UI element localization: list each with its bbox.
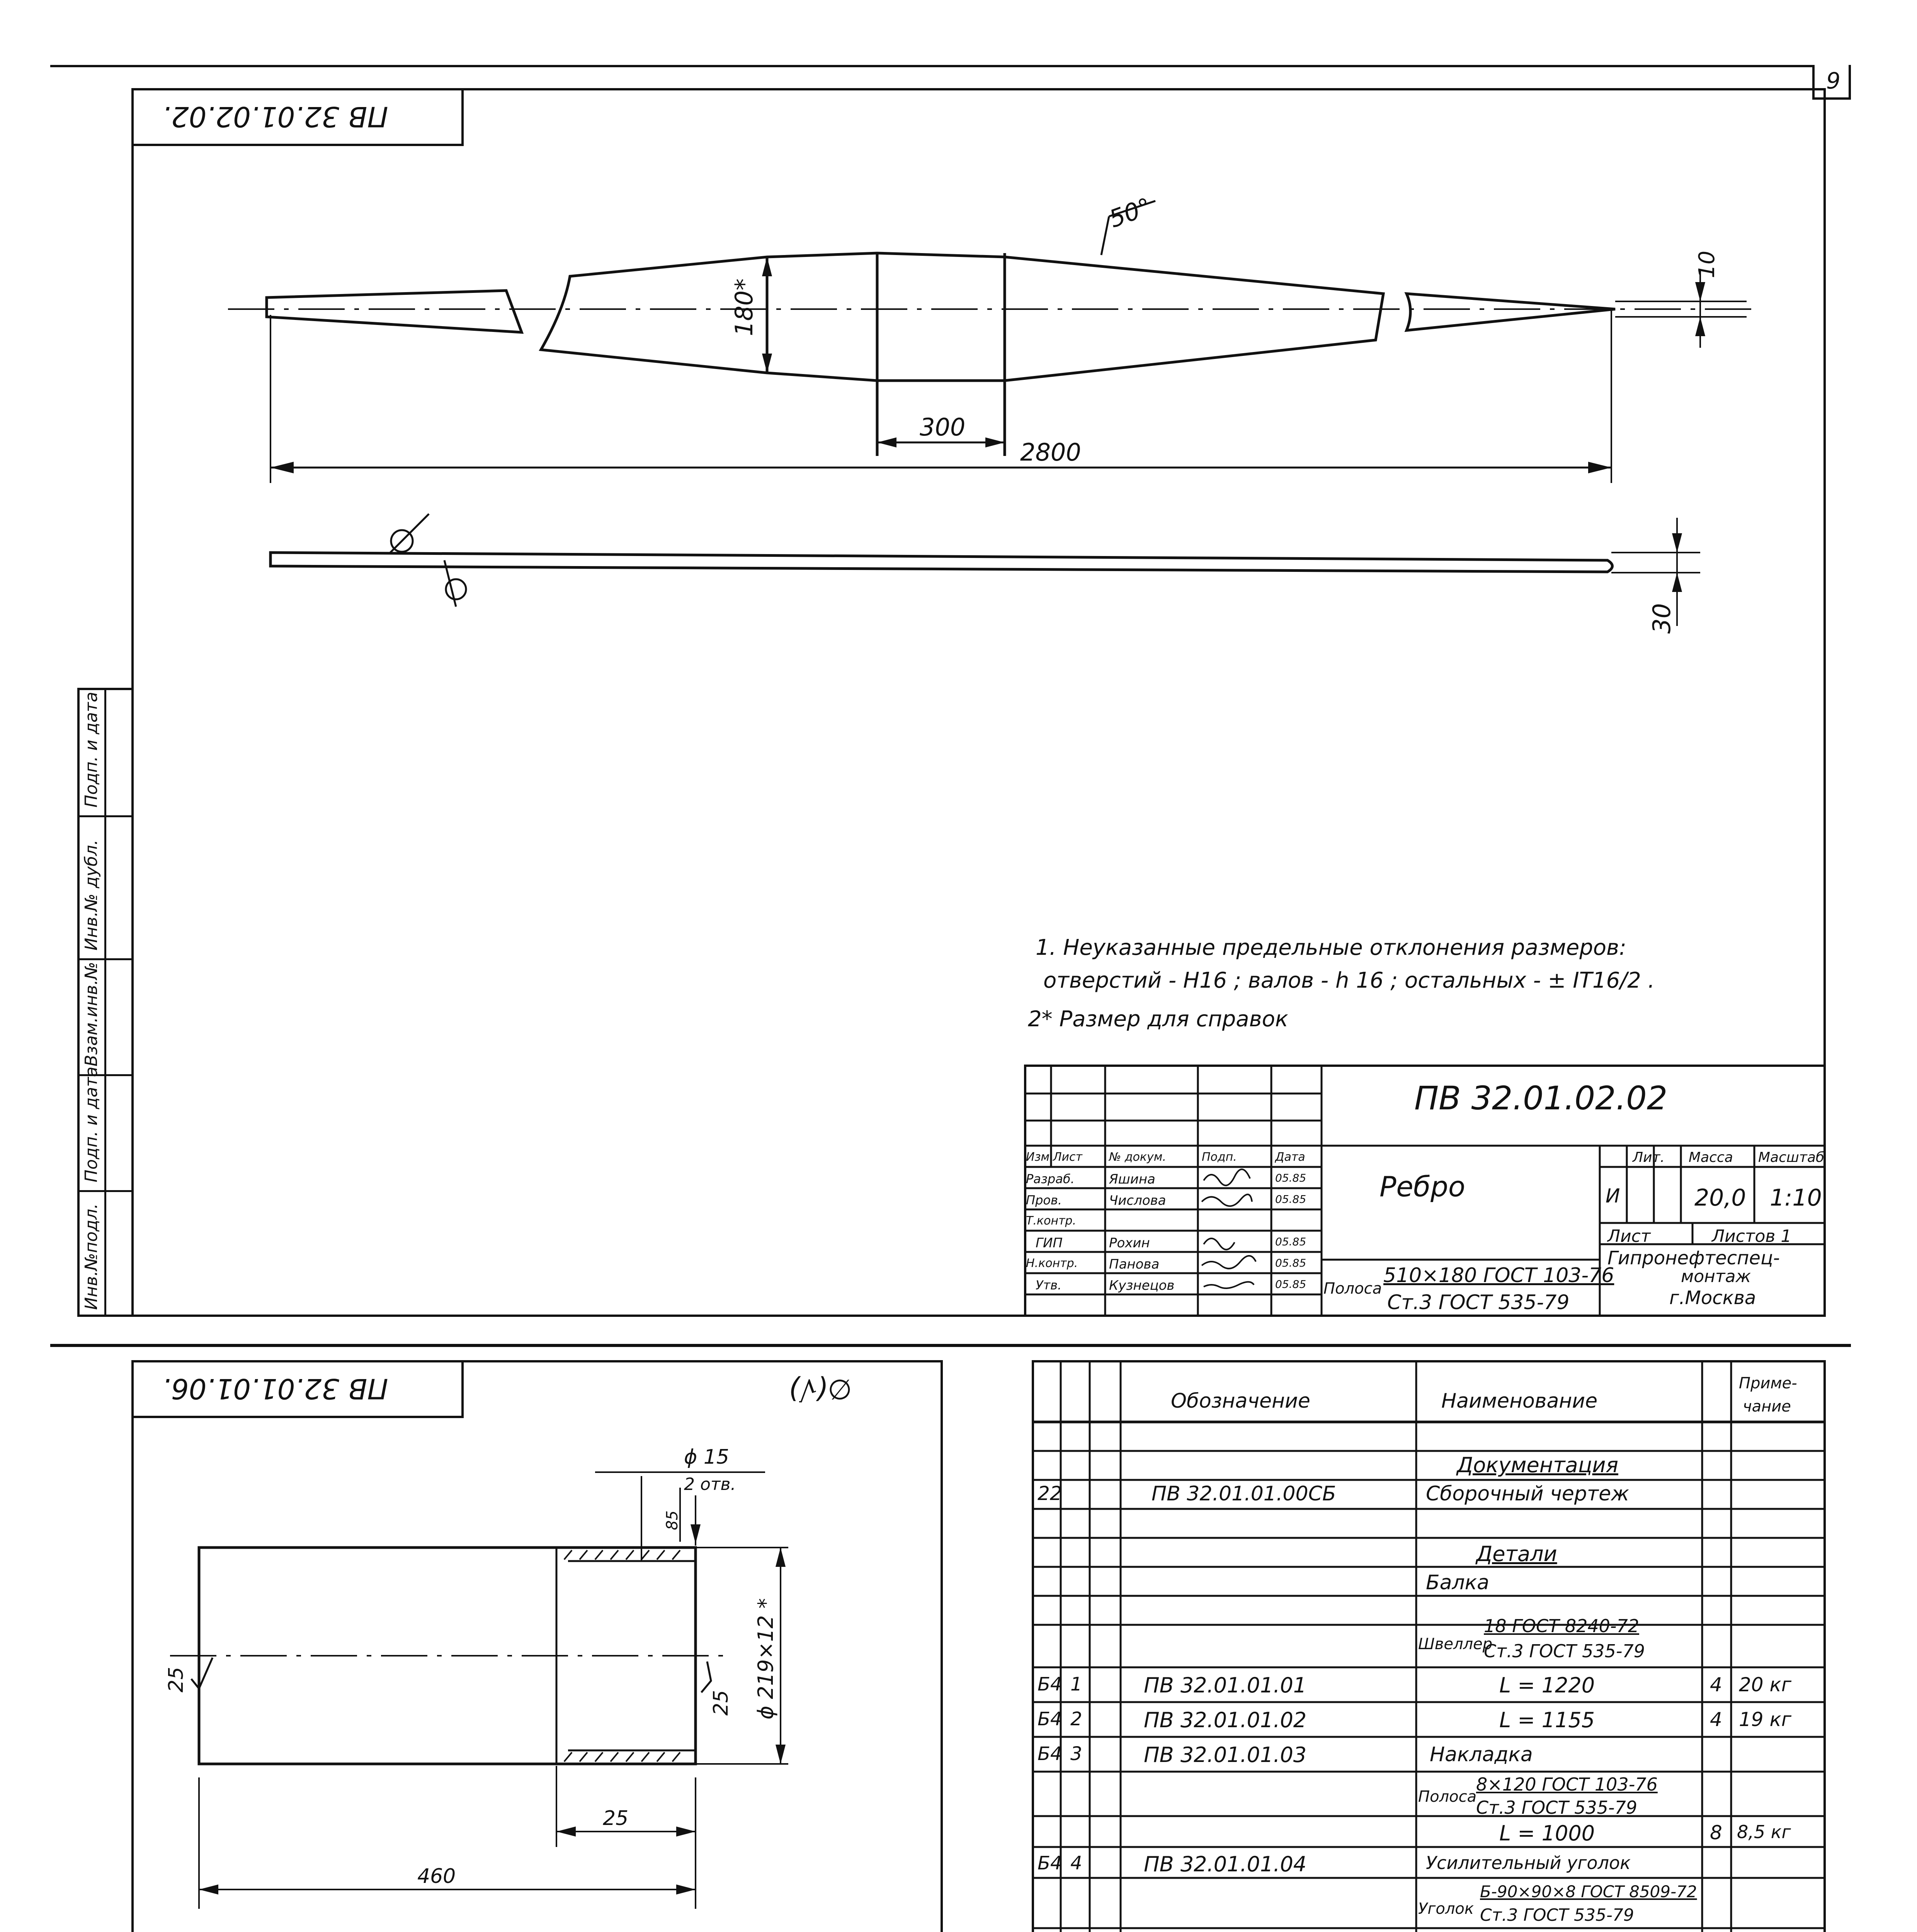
sheet1-org-1: Гипронефтеспец- <box>1607 1247 1780 1269</box>
axle-length: 460 <box>417 1865 456 1888</box>
sheet1-lit: И <box>1606 1185 1620 1207</box>
sheet1-code: ПВ 32.01.02.02. <box>162 100 388 133</box>
rib-dim-end: 10 <box>1694 250 1720 278</box>
sheet1-org-3: г.Москва <box>1669 1287 1756 1309</box>
s1-role-4: ГИП <box>1036 1235 1063 1251</box>
spec-row-1-fmt: Б4 <box>1038 1673 1062 1695</box>
sheet1-sheets: Листов 1 <box>1712 1226 1792 1246</box>
spec-row-3-name: Накладка <box>1430 1743 1533 1766</box>
spec-row-4-des: ПВ 32.01.01.04 <box>1144 1852 1307 1876</box>
spec-row-asm-name: Сборочный чертеж <box>1426 1482 1629 1505</box>
spec-row-2-qty: 4 <box>1710 1708 1722 1731</box>
s1-hdr-izm: Изм. <box>1026 1150 1053 1164</box>
rib-dim-length: 2800 <box>1020 438 1081 466</box>
spec-row-1-name: L = 1220 <box>1499 1673 1595 1697</box>
s1-name-6: Кузнецов <box>1109 1278 1175 1293</box>
axle-hole-count: 2 отв. <box>684 1475 736 1494</box>
spec-row-l1000-note: 8,5 кг <box>1737 1821 1791 1842</box>
s1-role-3: Т.контр. <box>1026 1214 1077 1228</box>
side-label-inv: Инв.№подл. <box>82 1203 101 1310</box>
rib-dim-height: 180* <box>730 278 758 336</box>
spec-row-1-des: ПВ 32.01.01.01 <box>1144 1673 1307 1697</box>
spec-row-parts-name: Детали <box>1476 1542 1557 1566</box>
sheet-number: 9 <box>1826 68 1840 94</box>
s1-hdr-date: Дата <box>1275 1150 1305 1164</box>
sheet2-code: ПВ 32.01.01.06. <box>162 1372 388 1405</box>
spec-row-4-pos: 4 <box>1070 1852 1082 1874</box>
sheet1-material-prefix: Полоса <box>1323 1280 1382 1298</box>
rib-note-1: 1. Неуказанные предельные отклонения размеров: <box>1036 935 1626 960</box>
spec-row-1-note: 20 кг <box>1739 1673 1791 1696</box>
s1-role-1: Разраб. <box>1026 1172 1075 1186</box>
side-label-sign2: Подп. и дата <box>82 692 101 808</box>
sheet1-material-2: Ст.3 ГОСТ 535-79 <box>1387 1291 1570 1314</box>
rib-dim-angle: 50° <box>1105 192 1155 233</box>
spec-header-designation: Обозначение <box>1171 1389 1310 1413</box>
s1-name-5: Панова <box>1109 1257 1160 1272</box>
spec-row-channel-prefix: Швеллер <box>1418 1635 1493 1653</box>
s1-name-2: Числова <box>1109 1193 1166 1208</box>
sheet1-scale: 1:10 <box>1770 1184 1822 1211</box>
spec-row-1-qty: 4 <box>1710 1673 1722 1696</box>
spec-row-beam-name: Балка <box>1426 1571 1490 1594</box>
s1-role-2: Пров. <box>1026 1193 1062 1208</box>
sheet1-scale-header: Масштаб <box>1758 1150 1825 1165</box>
spec-row-doc-name: Документация <box>1457 1453 1618 1477</box>
s1-hdr-doc: № докум. <box>1109 1150 1166 1164</box>
spec-row-strip-prefix: Полоса <box>1418 1788 1477 1806</box>
spec-row-1-pos: 1 <box>1070 1673 1082 1695</box>
s1-date-2: 05.85 <box>1275 1193 1306 1206</box>
side-label-replace: Взам.инв.№ <box>82 962 101 1066</box>
axle-diameter: ϕ 219×12 * <box>754 1598 778 1719</box>
spec-row-l1000-qty: 8 <box>1710 1821 1722 1844</box>
sheet1-mass-header: Масса <box>1689 1150 1733 1165</box>
sheet1-org-2: монтаж <box>1681 1267 1751 1286</box>
spec-row-2-note: 19 кг <box>1739 1708 1791 1731</box>
s1-date-4: 05.85 <box>1275 1235 1306 1248</box>
spec-row-2-des: ПВ 32.01.01.02 <box>1144 1708 1307 1732</box>
sheet1-material-1: 510×180 ГОСТ 103-76 <box>1383 1264 1614 1287</box>
s1-name-4: Рохин <box>1109 1235 1150 1251</box>
s1-role-5: Н.контр. <box>1026 1257 1078 1270</box>
s1-date-5: 05.85 <box>1275 1257 1306 1269</box>
spec-row-2-name: L = 1155 <box>1499 1708 1595 1732</box>
rib-dim-thickness: 30 <box>1648 603 1676 634</box>
spec-row-2-fmt: Б4 <box>1038 1708 1062 1730</box>
axle-hole-dia: ϕ 15 <box>684 1446 729 1469</box>
sheet1-sheet: Лист <box>1607 1226 1651 1246</box>
side-label-dup: Инв.№ дубл. <box>82 839 101 951</box>
spec-row-angle-prefix: Уголок <box>1418 1900 1474 1918</box>
spec-row-channel-top: 18 ГОСТ 8240-72 <box>1484 1616 1640 1636</box>
sheet1-part-name: Ребро <box>1379 1170 1465 1203</box>
spec-row-strip-top: 8×120 ГОСТ 103-76 <box>1476 1774 1658 1795</box>
spec-row-strip-bot: Ст.3 ГОСТ 535-79 <box>1476 1797 1638 1818</box>
rib-dim-width: 300 <box>920 413 966 441</box>
s1-date-1: 05.85 <box>1275 1172 1306 1184</box>
spec-row-4-fmt: Б4 <box>1038 1852 1062 1874</box>
spec-row-asm-fmt: 22 <box>1038 1482 1062 1505</box>
s1-date-6: 05.85 <box>1275 1278 1306 1291</box>
spec-row-2-pos: 2 <box>1070 1708 1082 1730</box>
s1-hdr-sign: Подп. <box>1202 1150 1237 1164</box>
axle-rough-2: 25 <box>709 1690 733 1716</box>
spec-row-3-pos: 3 <box>1070 1743 1082 1765</box>
spec-row-angle-bot: Ст.3 ГОСТ 535-79 <box>1480 1905 1634 1925</box>
sheet1-designation: ПВ 32.01.02.02 <box>1414 1079 1668 1117</box>
spec-header-note-2: чание <box>1743 1398 1791 1415</box>
spec-row-channel-bot: Ст.3 ГОСТ 535-79 <box>1484 1641 1645 1662</box>
spec-header-name: Наименование <box>1441 1389 1598 1413</box>
s1-name-1: Яшина <box>1109 1172 1155 1187</box>
axle-rough-1: 25 <box>165 1667 188 1692</box>
side-label-sign: Подп. и дата <box>82 1066 101 1182</box>
spec-row-l1000-name: L = 1000 <box>1499 1821 1595 1845</box>
axle-edge: 25 <box>603 1807 629 1830</box>
s1-role-6: Утв. <box>1036 1278 1062 1293</box>
sheet1-mass: 20,0 <box>1694 1184 1746 1211</box>
rib-note-2: отверстий - H16 ; валов - h 16 ; остальных - ± IT16/2 . <box>1043 968 1655 993</box>
spec-row-3-des: ПВ 32.01.01.03 <box>1144 1743 1307 1767</box>
rib-note-3: 2* Размер для справок <box>1028 1007 1288 1032</box>
spec-row-asm-des: ПВ 32.01.01.00СБ <box>1152 1482 1336 1505</box>
spec-row-angle-top: Б-90×90×8 ГОСТ 8509-72 <box>1480 1882 1697 1901</box>
spec-row-4-name: Усилительный уголок <box>1426 1852 1631 1873</box>
s1-hdr-list: Лист <box>1053 1150 1083 1164</box>
sheet1-lit-header: Лит. <box>1633 1150 1665 1165</box>
spec-header-note-1: Приме- <box>1739 1374 1797 1392</box>
spec-row-3-fmt: Б4 <box>1038 1743 1062 1765</box>
sheet2-roughness: ∅(√) <box>788 1373 852 1406</box>
axle-hole-pos: 85 <box>663 1510 681 1530</box>
